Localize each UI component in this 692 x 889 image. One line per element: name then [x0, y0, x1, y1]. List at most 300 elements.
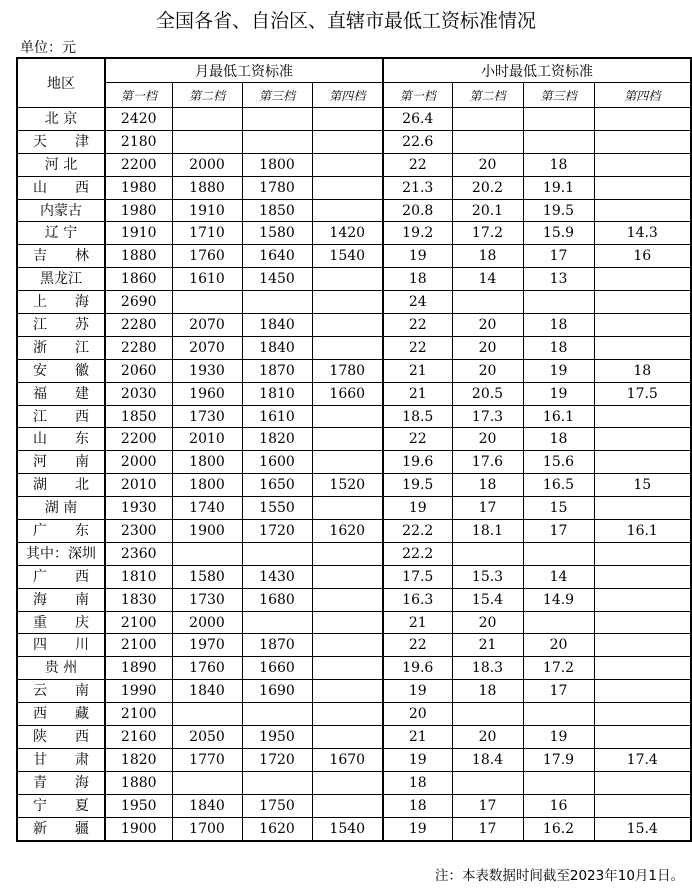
hourly-tier-4-cell [594, 680, 691, 703]
monthly-tier-4-cell [312, 268, 383, 291]
hourly-tier-1-cell: 19.6 [383, 451, 452, 474]
region-cell: 江 苏 [17, 314, 105, 337]
table-row [17, 680, 691, 703]
monthly-tier-1-cell: 2100 [105, 634, 172, 657]
region-cell: 江 西 [17, 405, 105, 428]
region-cell: 陕 西 [17, 726, 105, 749]
monthly-tier-1-cell: 1850 [105, 405, 172, 428]
monthly-tier-1-cell: 1860 [105, 268, 172, 291]
region-cell: 浙 江 [17, 336, 105, 359]
table-row [17, 199, 691, 222]
hourly-tier-4-cell: 15 [594, 474, 691, 497]
table-row [17, 222, 691, 245]
hourly-tier-3-cell: 16 [523, 794, 594, 817]
hourly-tier-2-cell: 20 [452, 314, 523, 337]
hourly-tier-2-cell: 18.3 [452, 657, 523, 680]
table-row [17, 359, 691, 382]
hourly-tier-3-cell: 17 [523, 245, 594, 268]
hourly-tier-2-cell: 18.4 [452, 748, 523, 771]
hourly-tier-2-cell [452, 291, 523, 314]
hourly-tier-3-cell: 18 [523, 428, 594, 451]
hourly-tier-2-cell [452, 703, 523, 726]
hourly-tier-4-cell [594, 634, 691, 657]
monthly-tier-2-cell: 2070 [172, 336, 242, 359]
monthly-tier-3-cell: 1780 [242, 176, 312, 199]
monthly-tier-1-cell: 2200 [105, 153, 172, 176]
region-cell: 重 庆 [17, 611, 105, 634]
monthly-tier-3-cell: 1950 [242, 726, 312, 749]
hourly-tier-2-cell: 17.3 [452, 405, 523, 428]
table-row [17, 794, 691, 817]
region-cell: 山 东 [17, 428, 105, 451]
region-cell: 河 北 [17, 153, 105, 176]
monthly-tier-1-cell: 1980 [105, 176, 172, 199]
table-row [17, 474, 691, 497]
hourly-tier-3-cell: 15 [523, 497, 594, 520]
monthly-tier-4-cell [312, 611, 383, 634]
monthly-tier-1-cell: 2180 [105, 130, 172, 153]
table-row [17, 520, 691, 543]
minimum-wage-table [16, 57, 692, 842]
region-cell: 湖 北 [17, 474, 105, 497]
region-cell: 安 徽 [17, 359, 105, 382]
monthly-tier-1-cell: 2300 [105, 520, 172, 543]
monthly-tier-4-cell [312, 565, 383, 588]
hourly-tier-3-cell: 14 [523, 565, 594, 588]
table-row [17, 291, 691, 314]
hourly-tier-3-header: 第三档 [523, 83, 594, 108]
monthly-tier-2-cell: 1610 [172, 268, 242, 291]
table-row [17, 726, 691, 749]
hourly-tier-3-cell: 19.5 [523, 199, 594, 222]
monthly-tier-2-cell: 1760 [172, 245, 242, 268]
monthly-tier-2-cell: 2070 [172, 314, 242, 337]
hourly-tier-4-cell [594, 176, 691, 199]
hourly-tier-2-cell: 21 [452, 634, 523, 657]
hourly-tier-3-cell [523, 542, 594, 565]
hourly-tier-2-cell [452, 130, 523, 153]
hourly-tier-4-cell [594, 565, 691, 588]
table-row [17, 588, 691, 611]
monthly-tier-3-cell [242, 542, 312, 565]
monthly-tier-1-cell: 1990 [105, 680, 172, 703]
monthly-tier-1-cell: 2160 [105, 726, 172, 749]
hourly-tier-4-cell [594, 428, 691, 451]
monthly-tier-3-cell: 1850 [242, 199, 312, 222]
monthly-tier-4-cell: 1540 [312, 245, 383, 268]
hourly-tier-4-cell [594, 314, 691, 337]
monthly-tier-3-cell [242, 108, 312, 131]
monthly-tier-4-cell [312, 130, 383, 153]
hourly-tier-2-cell: 15.3 [452, 565, 523, 588]
monthly-tier-4-cell: 1540 [312, 817, 383, 840]
monthly-tier-3-cell: 1810 [242, 382, 312, 405]
hourly-tier-3-cell: 17.9 [523, 748, 594, 771]
monthly-tier-1-cell: 1810 [105, 565, 172, 588]
hourly-tier-3-cell [523, 130, 594, 153]
hourly-tier-3-cell: 18 [523, 153, 594, 176]
monthly-tier-4-cell [312, 680, 383, 703]
hourly-tier-2-header: 第二档 [452, 83, 523, 108]
monthly-tier-2-cell [172, 542, 242, 565]
monthly-tier-4-cell: 1420 [312, 222, 383, 245]
region-cell: 内蒙古 [17, 199, 105, 222]
table-row [17, 657, 691, 680]
monthly-tier-3-cell [242, 771, 312, 794]
table-row [17, 611, 691, 634]
monthly-tier-2-cell: 2010 [172, 428, 242, 451]
header-row-groups [17, 58, 691, 83]
monthly-tier-1-cell: 1980 [105, 199, 172, 222]
hourly-tier-1-cell: 21 [383, 359, 452, 382]
region-cell: 海 南 [17, 588, 105, 611]
region-cell: 青 海 [17, 771, 105, 794]
monthly-tier-1-cell: 2100 [105, 611, 172, 634]
hourly-tier-3-cell: 19 [523, 382, 594, 405]
monthly-tier-3-cell: 1750 [242, 794, 312, 817]
table-row [17, 634, 691, 657]
hourly-tier-4-cell [594, 451, 691, 474]
monthly-tier-1-cell: 2200 [105, 428, 172, 451]
monthly-tier-2-cell [172, 703, 242, 726]
hourly-tier-1-cell: 19 [383, 748, 452, 771]
hourly-tier-3-cell [523, 291, 594, 314]
hourly-tier-1-cell: 22 [383, 634, 452, 657]
hourly-tier-3-cell: 19 [523, 359, 594, 382]
monthly-tier-2-cell: 1930 [172, 359, 242, 382]
monthly-tier-1-cell: 2060 [105, 359, 172, 382]
hourly-tier-1-cell: 22 [383, 314, 452, 337]
region-cell: 福 建 [17, 382, 105, 405]
table-row [17, 703, 691, 726]
monthly-tier-3-cell: 1550 [242, 497, 312, 520]
monthly-tier-2-cell: 1840 [172, 794, 242, 817]
hourly-tier-1-cell: 18 [383, 268, 452, 291]
table-row [17, 542, 691, 565]
monthly-tier-2-cell: 1730 [172, 405, 242, 428]
monthly-tier-4-cell [312, 336, 383, 359]
hourly-tier-1-cell: 16.3 [383, 588, 452, 611]
hourly-tier-4-cell [594, 703, 691, 726]
monthly-tier-2-cell [172, 130, 242, 153]
hourly-tier-1-cell: 19.2 [383, 222, 452, 245]
monthly-tier-3-cell: 1640 [242, 245, 312, 268]
hourly-tier-3-cell: 17.2 [523, 657, 594, 680]
monthly-tier-3-cell: 1690 [242, 680, 312, 703]
region-cell: 宁 夏 [17, 794, 105, 817]
unit-label: 单位：元 [20, 40, 76, 56]
hourly-tier-2-cell: 20 [452, 359, 523, 382]
region-cell: 广 东 [17, 520, 105, 543]
hourly-tier-2-cell: 17.2 [452, 222, 523, 245]
hourly-tier-1-cell: 24 [383, 291, 452, 314]
monthly-tier-4-cell [312, 314, 383, 337]
monthly-tier-3-cell: 1820 [242, 428, 312, 451]
monthly-tier-4-cell [312, 199, 383, 222]
monthly-tier-3-cell: 1870 [242, 634, 312, 657]
region-cell: 吉 林 [17, 245, 105, 268]
monthly-tier-2-header: 第二档 [172, 83, 242, 108]
monthly-tier-3-cell: 1720 [242, 520, 312, 543]
hourly-tier-4-cell [594, 199, 691, 222]
monthly-tier-3-cell: 1450 [242, 268, 312, 291]
monthly-tier-4-cell [312, 153, 383, 176]
hourly-tier-3-cell: 16.2 [523, 817, 594, 840]
monthly-tier-1-cell: 1820 [105, 748, 172, 771]
hourly-tier-3-cell [523, 703, 594, 726]
hourly-tier-1-cell: 19.6 [383, 657, 452, 680]
monthly-tier-1-cell: 1880 [105, 245, 172, 268]
monthly-tier-4-cell: 1780 [312, 359, 383, 382]
hourly-tier-1-cell: 18.5 [383, 405, 452, 428]
hourly-tier-2-cell: 20 [452, 611, 523, 634]
monthly-tier-4-header: 第四档 [312, 83, 383, 108]
hourly-tier-3-cell: 13 [523, 268, 594, 291]
monthly-tier-2-cell: 1580 [172, 565, 242, 588]
hourly-tier-1-cell: 20.8 [383, 199, 452, 222]
hourly-tier-4-cell [594, 771, 691, 794]
monthly-tier-2-cell: 1800 [172, 474, 242, 497]
hourly-tier-1-cell: 21 [383, 382, 452, 405]
monthly-tier-3-cell: 1680 [242, 588, 312, 611]
table-row [17, 245, 691, 268]
hourly-tier-2-cell: 20.1 [452, 199, 523, 222]
monthly-tier-3-cell: 1610 [242, 405, 312, 428]
monthly-tier-1-cell: 1910 [105, 222, 172, 245]
region-cell: 上 海 [17, 291, 105, 314]
region-cell: 黑龙江 [17, 268, 105, 291]
table-row [17, 565, 691, 588]
monthly-tier-2-cell [172, 771, 242, 794]
table-row [17, 497, 691, 520]
monthly-tier-2-cell: 1960 [172, 382, 242, 405]
hourly-tier-2-cell: 20.2 [452, 176, 523, 199]
table-row [17, 108, 691, 131]
table-row [17, 382, 691, 405]
hourly-tier-1-cell: 20 [383, 703, 452, 726]
monthly-tier-1-cell: 2420 [105, 108, 172, 131]
table-row [17, 748, 691, 771]
monthly-tier-4-cell [312, 291, 383, 314]
hourly-tier-2-cell [452, 108, 523, 131]
hourly-tier-2-cell: 20 [452, 726, 523, 749]
table-row [17, 176, 691, 199]
monthly-tier-3-cell: 1720 [242, 748, 312, 771]
region-cell: 西 藏 [17, 703, 105, 726]
table-row [17, 336, 691, 359]
hourly-tier-1-header: 第一档 [383, 83, 452, 108]
monthly-tier-2-cell: 1900 [172, 520, 242, 543]
hourly-tier-4-cell: 16.1 [594, 520, 691, 543]
hourly-tier-3-cell: 16.5 [523, 474, 594, 497]
monthly-tier-3-cell: 1600 [242, 451, 312, 474]
region-cell: 甘 肃 [17, 748, 105, 771]
table-row [17, 314, 691, 337]
hourly-tier-4-cell: 16 [594, 245, 691, 268]
hourly-tier-1-cell: 22.2 [383, 520, 452, 543]
monthly-tier-4-cell: 1670 [312, 748, 383, 771]
page-title: 全国各省、自治区、直辖市最低工资标准情况 [155, 10, 536, 32]
monthly-tier-2-cell [172, 108, 242, 131]
table-row [17, 771, 691, 794]
monthly-tier-3-cell: 1620 [242, 817, 312, 840]
monthly-tier-4-cell [312, 451, 383, 474]
monthly-tier-1-cell: 2100 [105, 703, 172, 726]
monthly-tier-4-cell [312, 405, 383, 428]
monthly-tier-4-cell [312, 771, 383, 794]
table-row [17, 268, 691, 291]
region-cell: 北 京 [17, 108, 105, 131]
monthly-tier-3-cell: 1660 [242, 657, 312, 680]
table-row [17, 130, 691, 153]
region-cell: 新 疆 [17, 817, 105, 840]
hourly-tier-1-cell: 22.2 [383, 542, 452, 565]
monthly-tier-4-cell [312, 428, 383, 451]
monthly-tier-3-cell: 1650 [242, 474, 312, 497]
hourly-tier-4-cell [594, 657, 691, 680]
hourly-tier-1-cell: 19 [383, 817, 452, 840]
hourly-tier-1-cell: 22 [383, 153, 452, 176]
monthly-tier-4-cell: 1660 [312, 382, 383, 405]
hourly-tier-3-cell: 15.9 [523, 222, 594, 245]
monthly-tier-3-cell: 1580 [242, 222, 312, 245]
hourly-tier-3-cell [523, 771, 594, 794]
monthly-tier-3-cell [242, 703, 312, 726]
hourly-tier-3-cell: 14.9 [523, 588, 594, 611]
hourly-tier-1-cell: 19 [383, 497, 452, 520]
monthly-tier-2-cell: 2000 [172, 153, 242, 176]
monthly-tier-1-cell: 1830 [105, 588, 172, 611]
monthly-tier-4-cell [312, 726, 383, 749]
hourly-tier-1-cell: 22 [383, 336, 452, 359]
monthly-tier-1-cell: 2280 [105, 336, 172, 359]
monthly-tier-2-cell: 1800 [172, 451, 242, 474]
hourly-tier-4-cell: 14.3 [594, 222, 691, 245]
hourly-tier-2-cell: 14 [452, 268, 523, 291]
hourly-tier-2-cell [452, 771, 523, 794]
table-row [17, 405, 691, 428]
hourly-tier-2-cell: 18.1 [452, 520, 523, 543]
hourly-tier-4-cell: 17.5 [594, 382, 691, 405]
hourly-tier-1-cell: 26.4 [383, 108, 452, 131]
hourly-tier-1-cell: 22.6 [383, 130, 452, 153]
monthly-tier-4-cell [312, 497, 383, 520]
monthly-tier-4-cell [312, 542, 383, 565]
hourly-wage-header: 小时最低工资标准 [383, 58, 691, 83]
monthly-tier-2-cell: 1770 [172, 748, 242, 771]
hourly-tier-2-cell [452, 542, 523, 565]
monthly-tier-4-cell [312, 588, 383, 611]
region-cell: 广 西 [17, 565, 105, 588]
hourly-tier-3-cell: 20 [523, 634, 594, 657]
hourly-tier-4-cell [594, 108, 691, 131]
hourly-tier-1-cell: 21 [383, 611, 452, 634]
hourly-tier-4-cell [594, 497, 691, 520]
monthly-tier-2-cell: 1970 [172, 634, 242, 657]
hourly-tier-3-cell: 17 [523, 520, 594, 543]
hourly-tier-3-cell: 18 [523, 314, 594, 337]
hourly-tier-4-cell [594, 726, 691, 749]
monthly-tier-3-cell: 1840 [242, 336, 312, 359]
monthly-tier-2-cell [172, 291, 242, 314]
hourly-tier-1-cell: 18 [383, 771, 452, 794]
hourly-tier-1-cell: 21 [383, 726, 452, 749]
hourly-tier-2-cell: 17 [452, 817, 523, 840]
hourly-tier-3-cell: 19 [523, 726, 594, 749]
region-cell: 云 南 [17, 680, 105, 703]
region-cell: 贵 州 [17, 657, 105, 680]
monthly-tier-1-cell: 2690 [105, 291, 172, 314]
hourly-tier-4-cell: 15.4 [594, 817, 691, 840]
hourly-tier-2-cell: 20.5 [452, 382, 523, 405]
monthly-tier-2-cell: 1840 [172, 680, 242, 703]
monthly-tier-3-cell: 1840 [242, 314, 312, 337]
table-row [17, 451, 691, 474]
region-cell: 辽 宁 [17, 222, 105, 245]
monthly-tier-1-cell: 2360 [105, 542, 172, 565]
hourly-tier-1-cell: 18 [383, 794, 452, 817]
hourly-tier-3-cell [523, 611, 594, 634]
hourly-tier-3-cell: 16.1 [523, 405, 594, 428]
monthly-tier-4-cell [312, 176, 383, 199]
monthly-tier-2-cell: 1910 [172, 199, 242, 222]
hourly-tier-2-cell: 20 [452, 153, 523, 176]
table-row [17, 428, 691, 451]
monthly-tier-3-cell [242, 611, 312, 634]
hourly-tier-4-cell [594, 268, 691, 291]
monthly-tier-2-cell: 1710 [172, 222, 242, 245]
monthly-tier-2-cell: 2050 [172, 726, 242, 749]
monthly-tier-1-cell: 2000 [105, 451, 172, 474]
monthly-tier-4-cell: 1620 [312, 520, 383, 543]
monthly-tier-2-cell: 1880 [172, 176, 242, 199]
region-header: 地区 [17, 58, 105, 108]
monthly-tier-2-cell: 1700 [172, 817, 242, 840]
hourly-tier-2-cell: 18 [452, 680, 523, 703]
monthly-tier-1-cell: 1890 [105, 657, 172, 680]
monthly-tier-4-cell [312, 703, 383, 726]
region-cell: 河 南 [17, 451, 105, 474]
region-cell: 山 西 [17, 176, 105, 199]
monthly-tier-4-cell [312, 634, 383, 657]
monthly-tier-3-cell [242, 130, 312, 153]
region-cell: 湖 南 [17, 497, 105, 520]
hourly-tier-1-cell: 19 [383, 680, 452, 703]
monthly-tier-1-cell: 2010 [105, 474, 172, 497]
hourly-tier-4-cell [594, 336, 691, 359]
hourly-tier-1-cell: 21.3 [383, 176, 452, 199]
monthly-tier-3-cell: 1430 [242, 565, 312, 588]
hourly-tier-3-cell: 15.6 [523, 451, 594, 474]
hourly-tier-4-cell: 18 [594, 359, 691, 382]
monthly-tier-1-cell: 2280 [105, 314, 172, 337]
hourly-tier-1-cell: 19.5 [383, 474, 452, 497]
monthly-tier-3-cell: 1800 [242, 153, 312, 176]
hourly-tier-2-cell: 20 [452, 428, 523, 451]
hourly-tier-4-cell [594, 405, 691, 428]
monthly-tier-2-cell: 1730 [172, 588, 242, 611]
monthly-tier-1-cell: 1930 [105, 497, 172, 520]
monthly-tier-1-header: 第一档 [105, 83, 172, 108]
monthly-tier-1-cell: 1900 [105, 817, 172, 840]
monthly-wage-header: 月最低工资标准 [105, 58, 383, 83]
hourly-tier-2-cell: 17 [452, 794, 523, 817]
region-cell: 四 川 [17, 634, 105, 657]
hourly-tier-3-cell: 19.1 [523, 176, 594, 199]
hourly-tier-4-cell [594, 542, 691, 565]
hourly-tier-4-cell [594, 291, 691, 314]
hourly-tier-4-cell [594, 153, 691, 176]
